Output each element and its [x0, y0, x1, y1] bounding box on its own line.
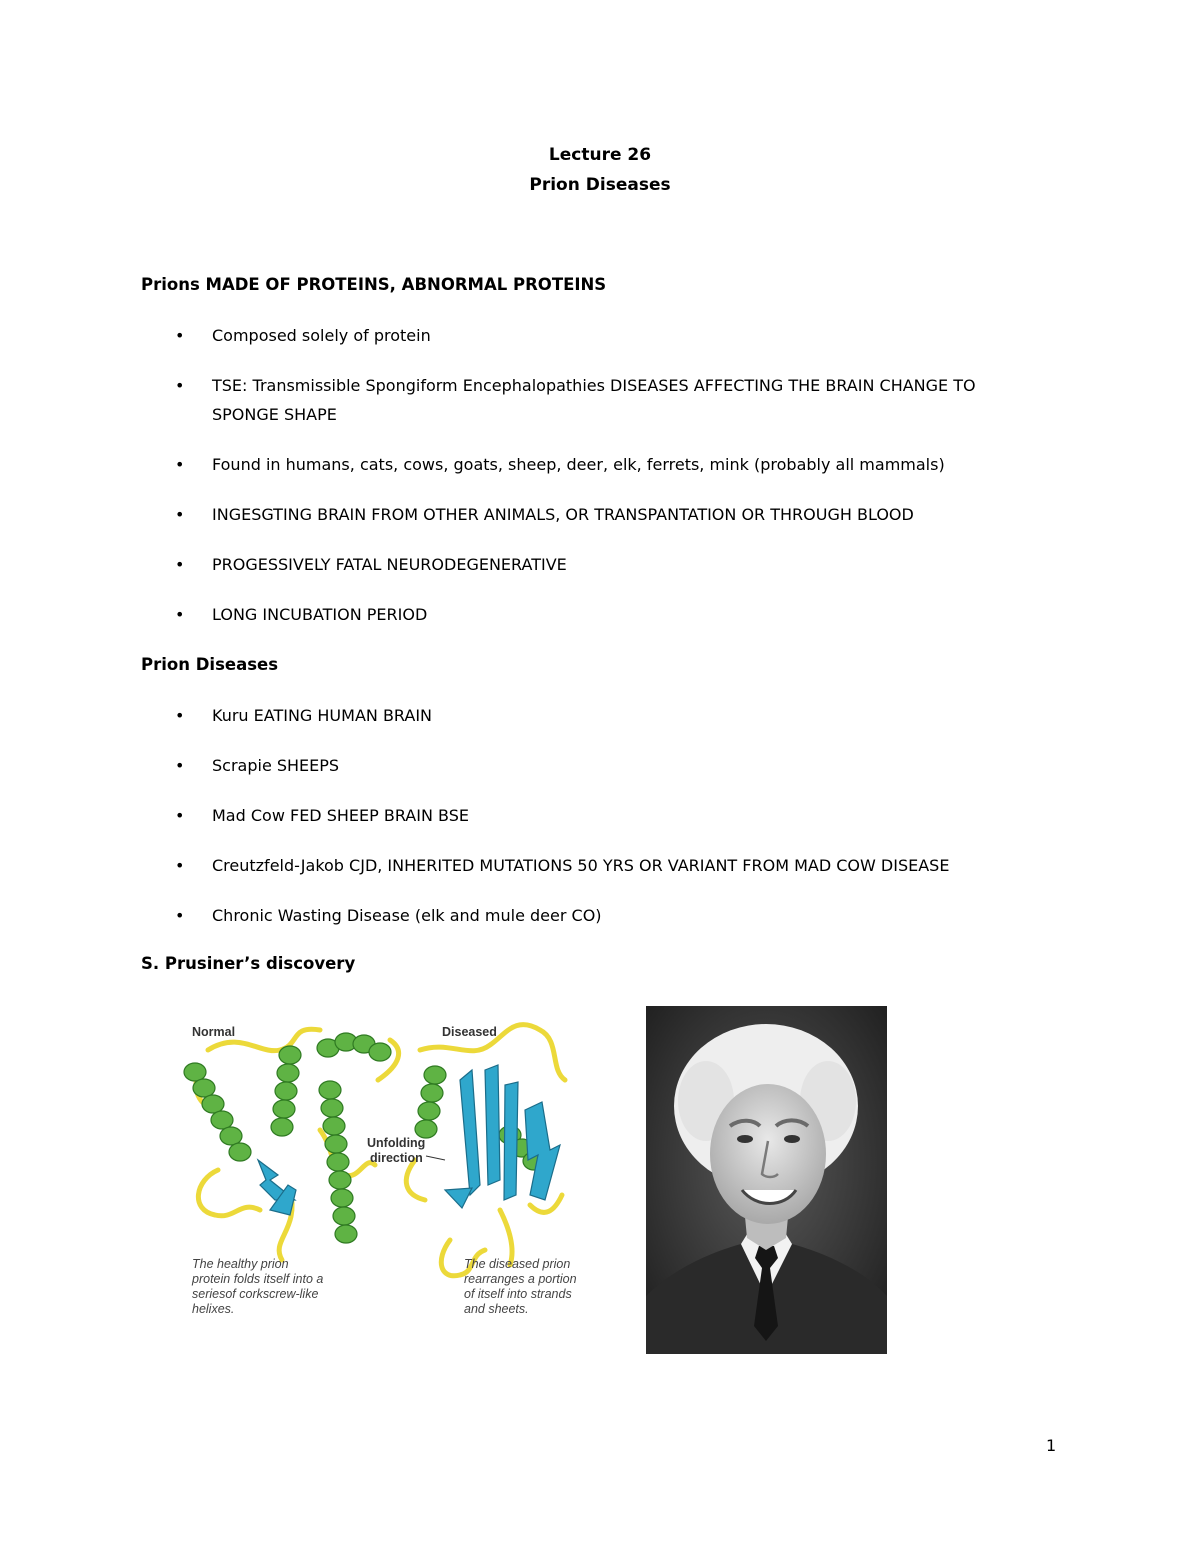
bullet-icon: • — [175, 706, 185, 725]
bullet-icon: • — [175, 326, 185, 345]
list-item: • Chronic Wasting Disease (elk and mule deer CO) — [0, 901, 1200, 930]
bullet-icon: • — [175, 856, 185, 875]
person-portrait-icon — [646, 1006, 887, 1354]
diseased-caption: The diseased prion rearranges a portion of itself into strands and sheets. — [464, 1257, 577, 1316]
unfolding-label: Unfolding — [367, 1136, 426, 1150]
direction-label: direction — [370, 1151, 423, 1165]
unfolding-pointer — [426, 1156, 445, 1160]
list-item: • Creutzfeld-Jakob CJD, INHERITED MUTATIONS 50 YRS OR VARIANT FROM MAD COW DISEASE — [0, 851, 1200, 880]
list-item: • Found in humans, cats, cows, goats, sheep, deer, elk, ferrets, mink (probably all mammals) — [0, 450, 1200, 479]
prusiner-portrait — [646, 1006, 887, 1354]
section-heading-prions: Prions MADE OF PROTEINS, ABNORMAL PROTEINS — [141, 275, 607, 294]
list-item: • Kuru EATING HUMAN BRAIN — [0, 701, 1200, 730]
list-item: • LONG INCUBATION PERIOD — [0, 600, 1200, 629]
diseased-label: Diseased — [442, 1025, 497, 1039]
document-title: Lecture 26 — [548, 145, 652, 165]
bullet-icon: • — [175, 455, 185, 474]
prion-structure-illustration — [170, 1010, 600, 1330]
bullet-list-prions — [0, 321, 1200, 629]
list-item: • TSE: Transmissible Spongiform Encephalopathies DISEASES AFFECTING THE BRAIN CHANGE TO SPONGE SHAPE — [0, 371, 1200, 429]
prion-structure-figure — [170, 1010, 600, 1330]
document-subtitle: Prion Diseases — [529, 175, 671, 195]
bullet-list-prion-diseases — [0, 701, 1200, 930]
list-item: • Composed solely of protein — [0, 321, 1200, 350]
normal-caption: The healthy prion protein folds itself into a seriesof corkscrew-like helixes. — [192, 1257, 324, 1316]
list-item: • Mad Cow FED SHEEP BRAIN BSE — [0, 801, 1200, 830]
bullet-icon: • — [175, 605, 185, 624]
section-heading-prusiner: S. Prusiner’s discovery — [141, 954, 356, 973]
section-heading-prion-diseases: Prion Diseases — [141, 655, 279, 674]
bullet-icon: • — [175, 806, 185, 825]
list-item: • PROGESSIVELY FATAL NEURODEGENERATIVE — [0, 550, 1200, 579]
title-block — [0, 140, 1200, 200]
page-number: 1 — [1046, 1436, 1057, 1455]
bullet-icon: • — [175, 756, 185, 775]
bullet-icon: • — [175, 376, 185, 395]
list-item: • INGESGTING BRAIN FROM OTHER ANIMALS, OR TRANSPANTATION OR THROUGH BLOOD — [0, 500, 1200, 529]
normal-label: Normal — [192, 1025, 236, 1039]
list-item: • Scrapie SHEEPS — [0, 751, 1200, 780]
bullet-icon: • — [175, 906, 185, 925]
bullet-icon: • — [175, 505, 185, 524]
bullet-icon: • — [175, 555, 185, 574]
normal-prion-sheets — [258, 1160, 296, 1215]
